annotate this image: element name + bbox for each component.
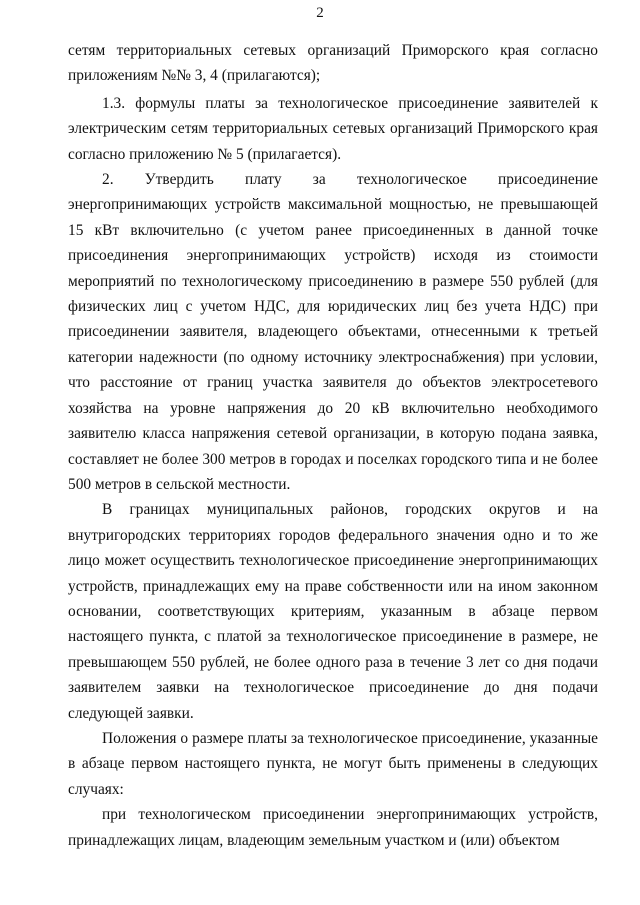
page-number: 2 [316,5,324,21]
paragraph-continuation: сетям территориальных сетевых организаций Приморского края согласно приложениям №№ 3, 4 (прилагаются); [68,42,598,85]
paragraph-item-1-3: 1.3. формулы платы за технологическое присоединение заявителей к электрическим сетям территориальных сетевых организаций Приморского края согласно приложению № 5 (прилагается). [68,94,598,163]
document-body [68,38,598,853]
paragraph-exceptions: Положения о размере платы за технологическое присоединение, указанные в абзаце первом настоящего пункта, не могут быть применены в следующих случаях: [68,729,598,798]
paragraph-item-2: 2. Утвердить плату за технологическое присоединение энергопринимающих устройств максимальной мощностью, не превышающей 15 кВт включительно (с учетом ранее присоединенных в данной точке присоединения энергопринимающих устройств) исходя из стоимости мероприятий по технологическому присоединению в размере 550 рублей (для физических лиц с учетом НДС, для юридических лиц без учета НДС) при присоединении заявителя, владеющего объектами, отнесенными к третьей категории надежности (по одному источнику электроснабжения) при условии, что расстояние от границ участка заявителя до объектов электросетевого хозяйства на уровне напряжения до 20 кВ включительно необходимого заявителю класса напряжения сетевой организации, в которую подана заявка, составляет не более 300 метров в городах и поселках городского типа и не более 500 метров в сельской местности. [68,171,598,493]
paragraph-case-1: при технологическом присоединении энергопринимающих устройств, принадлежащих лицам, владеющим земельным участком и (или) объектом [68,806,598,849]
paragraph-boundaries: В границах муниципальных районов, городских округов и на внутригородских территориях городов федерального значения одно и то же лицо может осуществить технологическое присоединение энергопринимающих устройств, принадлежащих ему на праве собственности или на ином законном основании, соответствующих критериям, указанным в абзаце первом настоящего пункта, с платой за технологическое присоединение в размере, не превышающем 550 рублей, не более одного раза в течение 3 лет со дня подачи заявителем заявки на технологическое присоединение до дня подачи следующей заявки. [68,501,598,722]
